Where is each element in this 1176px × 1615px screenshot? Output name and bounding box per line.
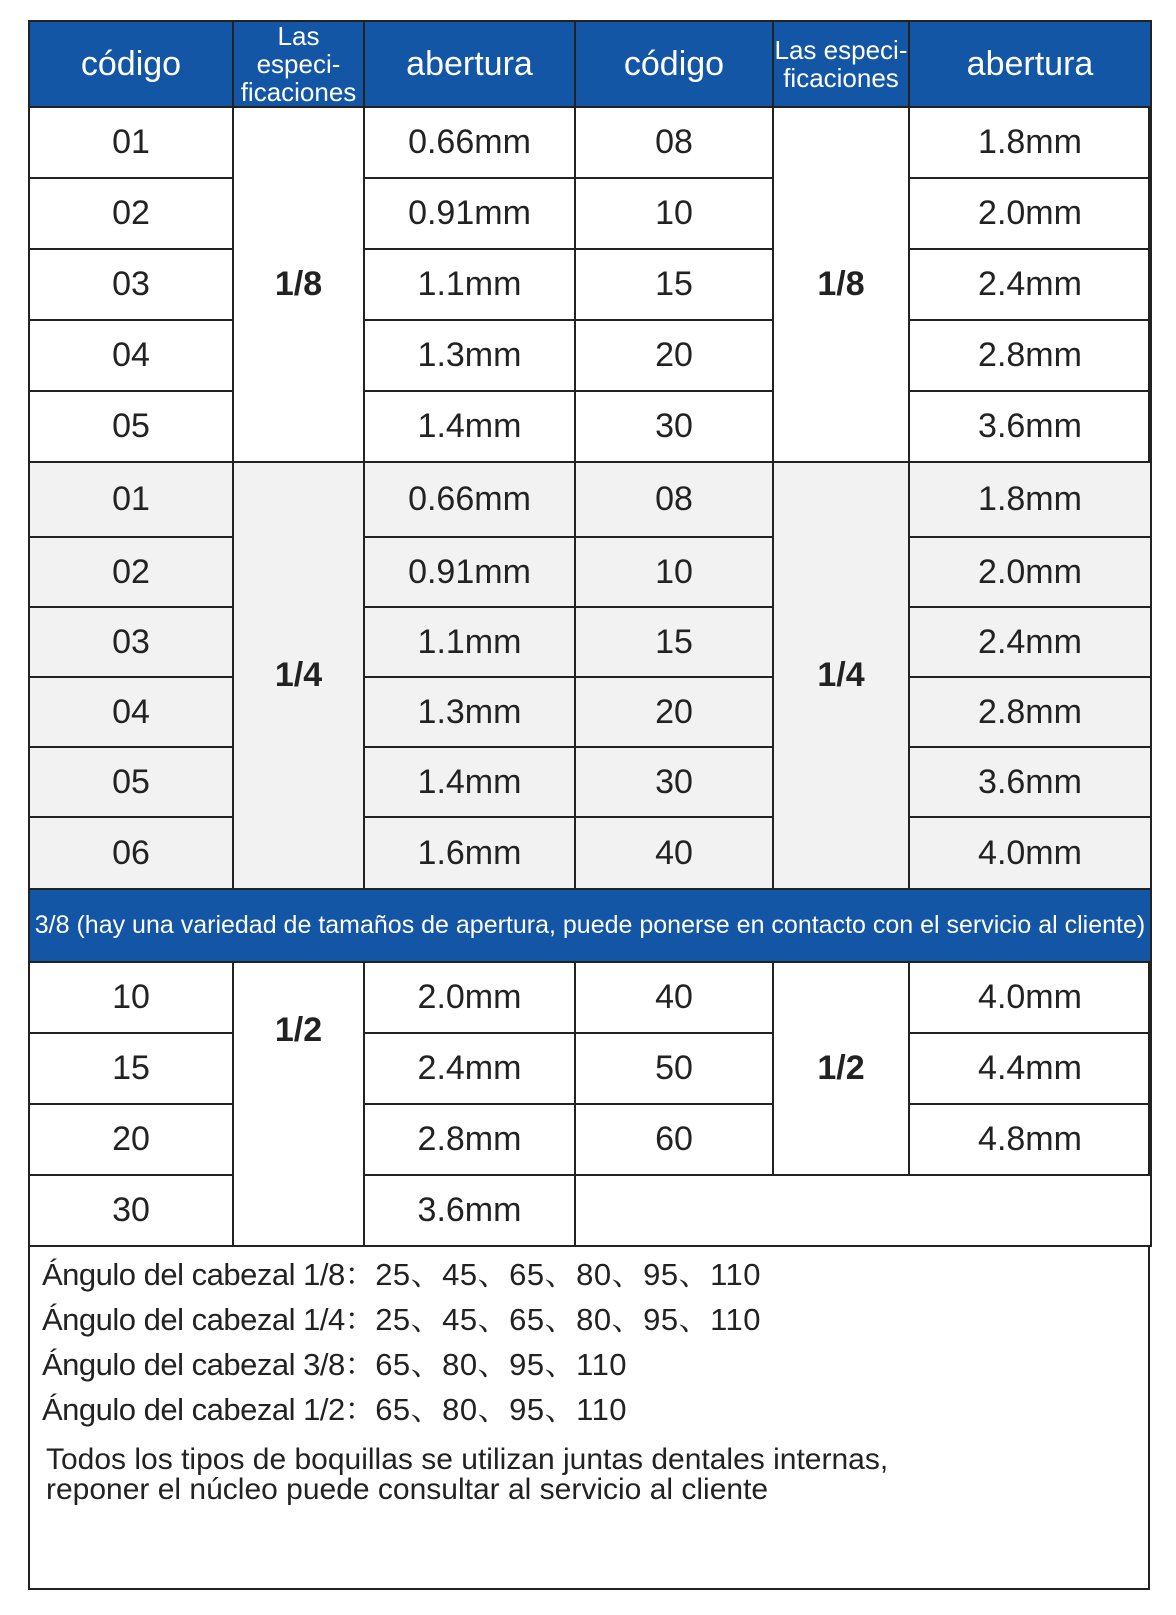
- aperture-cell: 4.0mm: [909, 962, 1151, 1033]
- spec-cell: 1/8: [773, 107, 909, 462]
- aperture-cell: 1.3mm: [364, 320, 575, 391]
- code-cell: 04: [29, 320, 233, 391]
- angle-label: Ángulo del cabezal 1/4：: [42, 1302, 376, 1337]
- code-cell: 30: [575, 747, 773, 817]
- header-aperture-a: abertura: [364, 21, 575, 107]
- footnote-line-1: Todos los tipos de boquillas se utilizan juntas dentales internas,: [46, 1443, 889, 1476]
- aperture-cell: 1.3mm: [364, 677, 575, 747]
- aperture-cell: 2.4mm: [364, 1033, 575, 1104]
- code-cell: 15: [575, 607, 773, 677]
- code-cell: 15: [29, 1033, 233, 1104]
- code-cell: 50: [575, 1033, 773, 1104]
- code-cell: 10: [29, 962, 233, 1033]
- table-row: [29, 249, 1151, 320]
- aperture-cell: 0.66mm: [364, 462, 575, 537]
- angle-values: 25、45、65、80、95、110: [375, 1302, 762, 1337]
- table-row: [29, 391, 1151, 462]
- angle-line-1-2: [42, 1387, 1122, 1432]
- header-spec-a-line2: ficaciones: [240, 77, 357, 107]
- spec-cell: 1/2: [773, 962, 909, 1175]
- aperture-cell: 1.1mm: [364, 607, 575, 677]
- code-cell: 40: [575, 962, 773, 1033]
- table-row: [29, 1175, 1151, 1246]
- code-cell: 08: [575, 107, 773, 178]
- code-cell: 10: [575, 537, 773, 607]
- code-cell: 30: [29, 1175, 233, 1246]
- angle-line-3-8: [42, 1342, 1122, 1387]
- footnote-line-2: reponer el núcleo puede consultar al servicio al cliente: [46, 1473, 769, 1506]
- table-row: [29, 537, 1151, 607]
- code-cell: 01: [29, 107, 233, 178]
- header-spec-b: [773, 21, 909, 107]
- aperture-cell: 1.1mm: [364, 249, 575, 320]
- aperture-cell: 2.8mm: [364, 1104, 575, 1175]
- header-spec-b-line1: Las especi-: [774, 35, 908, 65]
- aperture-cell: 4.4mm: [909, 1033, 1151, 1104]
- code-cell: 05: [29, 747, 233, 817]
- code-cell: 01: [29, 462, 233, 537]
- code-cell: 60: [575, 1104, 773, 1175]
- angle-label: Ángulo del cabezal 3/8：: [42, 1347, 376, 1382]
- angle-line-1-4: [42, 1297, 1122, 1342]
- aperture-cell: 4.8mm: [909, 1104, 1151, 1175]
- aperture-cell: 1.4mm: [364, 391, 575, 462]
- aperture-cell: 1.8mm: [909, 462, 1151, 537]
- code-cell: 20: [29, 1104, 233, 1175]
- aperture-cell: 1.8mm: [909, 107, 1151, 178]
- aperture-cell: 2.8mm: [909, 320, 1151, 391]
- table-row: [29, 320, 1151, 391]
- banner-row: [29, 889, 1151, 962]
- aperture-cell: 2.0mm: [364, 962, 575, 1033]
- aperture-cell: 1.6mm: [364, 817, 575, 889]
- footnote: [46, 1445, 1126, 1505]
- table-row: [29, 677, 1151, 747]
- code-cell: 30: [575, 391, 773, 462]
- table-row: [29, 462, 1151, 537]
- table-row: [29, 962, 1151, 1033]
- aperture-cell: 2.8mm: [909, 677, 1151, 747]
- angle-label: Ángulo del cabezal 1/8：: [42, 1257, 376, 1292]
- header-row: [29, 21, 1151, 107]
- code-cell: 03: [29, 249, 233, 320]
- header-code-b: código: [575, 21, 773, 107]
- angle-line-1-8: [42, 1252, 1122, 1297]
- aperture-cell: 0.91mm: [364, 537, 575, 607]
- angle-values: 65、80、95、110: [375, 1347, 628, 1382]
- spec-cell: 1/8: [233, 107, 364, 462]
- header-spec-b-line2: ficaciones: [783, 63, 899, 93]
- code-cell: 20: [575, 320, 773, 391]
- empty-cell: [575, 1175, 1151, 1246]
- code-cell: 08: [575, 462, 773, 537]
- code-cell: 04: [29, 677, 233, 747]
- aperture-cell: 4.0mm: [909, 817, 1151, 889]
- spec-cell: 1/2: [233, 962, 364, 1246]
- table-row: [29, 107, 1151, 178]
- table-row: [29, 607, 1151, 677]
- code-cell: 15: [575, 249, 773, 320]
- code-cell: 20: [575, 677, 773, 747]
- table-row: [29, 817, 1151, 889]
- aperture-cell: 0.91mm: [364, 178, 575, 249]
- header-aperture-b: abertura: [909, 21, 1151, 107]
- aperture-cell: 3.6mm: [909, 747, 1151, 817]
- aperture-cell: 3.6mm: [909, 391, 1151, 462]
- spec-cell: 1/4: [773, 462, 909, 889]
- aperture-cell: 1.4mm: [364, 747, 575, 817]
- code-cell: 02: [29, 537, 233, 607]
- aperture-cell: 2.0mm: [909, 537, 1151, 607]
- code-cell: 06: [29, 817, 233, 889]
- head-angle-notes: [42, 1252, 1122, 1432]
- code-cell: 03: [29, 607, 233, 677]
- aperture-cell: 2.0mm: [909, 178, 1151, 249]
- code-cell: 05: [29, 391, 233, 462]
- header-code-a: código: [29, 21, 233, 107]
- table-row: [29, 178, 1151, 249]
- angle-values: 65、80、95、110: [375, 1392, 628, 1427]
- spec-cell: 1/4: [233, 462, 364, 889]
- aperture-cell: 2.4mm: [909, 607, 1151, 677]
- angle-label: Ángulo del cabezal 1/2：: [42, 1392, 376, 1427]
- table-row: [29, 1033, 1151, 1104]
- banner-3-8-note: 3/8 (hay una variedad de tamaños de apertura, puede ponerse en contacto con el servicio al cliente): [29, 889, 1151, 962]
- code-cell: 02: [29, 178, 233, 249]
- aperture-cell: 0.66mm: [364, 107, 575, 178]
- header-spec-a: [233, 21, 364, 107]
- header-spec-a-line1: Las especi-: [256, 21, 341, 79]
- nozzle-spec-table: [28, 20, 1152, 1247]
- aperture-cell: 2.4mm: [909, 249, 1151, 320]
- table-row: [29, 747, 1151, 817]
- table-row: [29, 1104, 1151, 1175]
- angle-values: 25、45、65、80、95、110: [375, 1257, 762, 1292]
- aperture-cell: 3.6mm: [364, 1175, 575, 1246]
- code-cell: 10: [575, 178, 773, 249]
- code-cell: 40: [575, 817, 773, 889]
